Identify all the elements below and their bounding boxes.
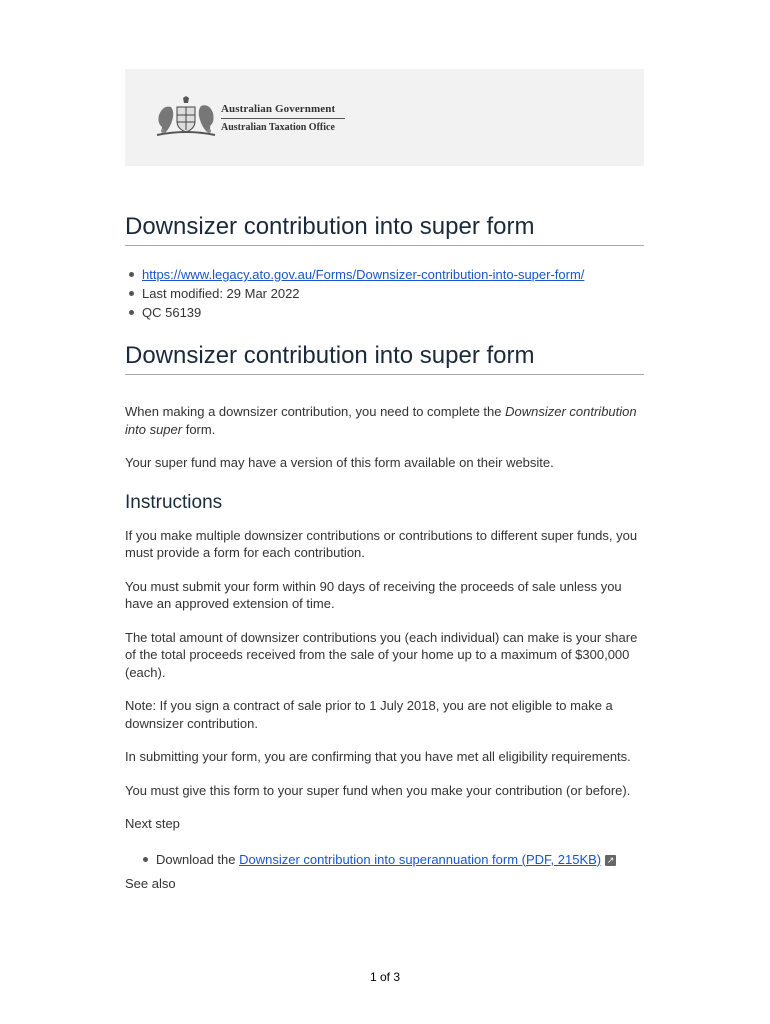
form-name-emphasis: Downsizer contribution into super <box>125 404 637 437</box>
instruction-paragraph: The total amount of downsizer contributions you (each individual) can make is your share of the total proceeds received from the sale of your home up to a maximum of $300,000 (each). <box>125 629 638 680</box>
download-form-link[interactable]: Downsizer contribution into superannuation form (PDF, 215KB) <box>239 851 602 867</box>
intro-paragraph: When making a downsizer contribution, you need to complete the Downsizer contribution into super form. <box>125 404 637 437</box>
source-url-link[interactable]: https://www.legacy.ato.gov.au/Forms/Downsizer-contribution-into-super-form/ <box>142 267 585 282</box>
ato-logo <box>153 95 345 141</box>
next-step-list <box>125 850 644 869</box>
coat-of-arms-icon <box>153 95 219 141</box>
page-title: Downsizer contribution into super form <box>125 213 644 246</box>
instruction-paragraph: In submitting your form, you are confirming that you have met all eligibility requirements. <box>125 749 631 764</box>
instructions-heading: Instructions <box>125 491 223 513</box>
instruction-paragraph: You must give this form to your super fund when you make your contribution (or before). <box>125 782 631 798</box>
header-banner <box>125 69 644 166</box>
meta-url-item <box>142 265 644 284</box>
website-note: Your super fund may have a version of this form available on their website. <box>125 455 554 470</box>
next-step-label: Next step <box>125 816 180 831</box>
meta-list <box>125 265 644 322</box>
download-item: Download the Downsizer contribution into superannuation form (PDF, 215KB) ↗ <box>156 850 644 869</box>
meta-modified: Last modified: 29 Mar 2022 <box>142 284 644 303</box>
gov-name: Australian Government <box>221 103 345 119</box>
instruction-paragraph: You must submit your form within 90 days of receiving the proceeds of sale unless you have an approved extension of time. <box>125 578 622 611</box>
see-also-label: See also <box>125 875 176 891</box>
external-link-icon: ↗ <box>606 854 615 865</box>
document-page <box>125 69 644 892</box>
section-title: Downsizer contribution into super form <box>125 342 644 375</box>
meta-qc: QC 56139 <box>142 303 644 322</box>
page-number: 1 of 3 <box>369 970 401 984</box>
instruction-paragraph: If you make multiple downsizer contributions or contributions to different super funds, you must provide a form for each contribution. <box>125 527 638 560</box>
instruction-paragraph: Note: If you sign a contract of sale prior to 1 July 2018, you are not eligible to make a downsizer contribution. <box>125 698 613 731</box>
agency-name: Australian Taxation Office <box>221 122 335 133</box>
